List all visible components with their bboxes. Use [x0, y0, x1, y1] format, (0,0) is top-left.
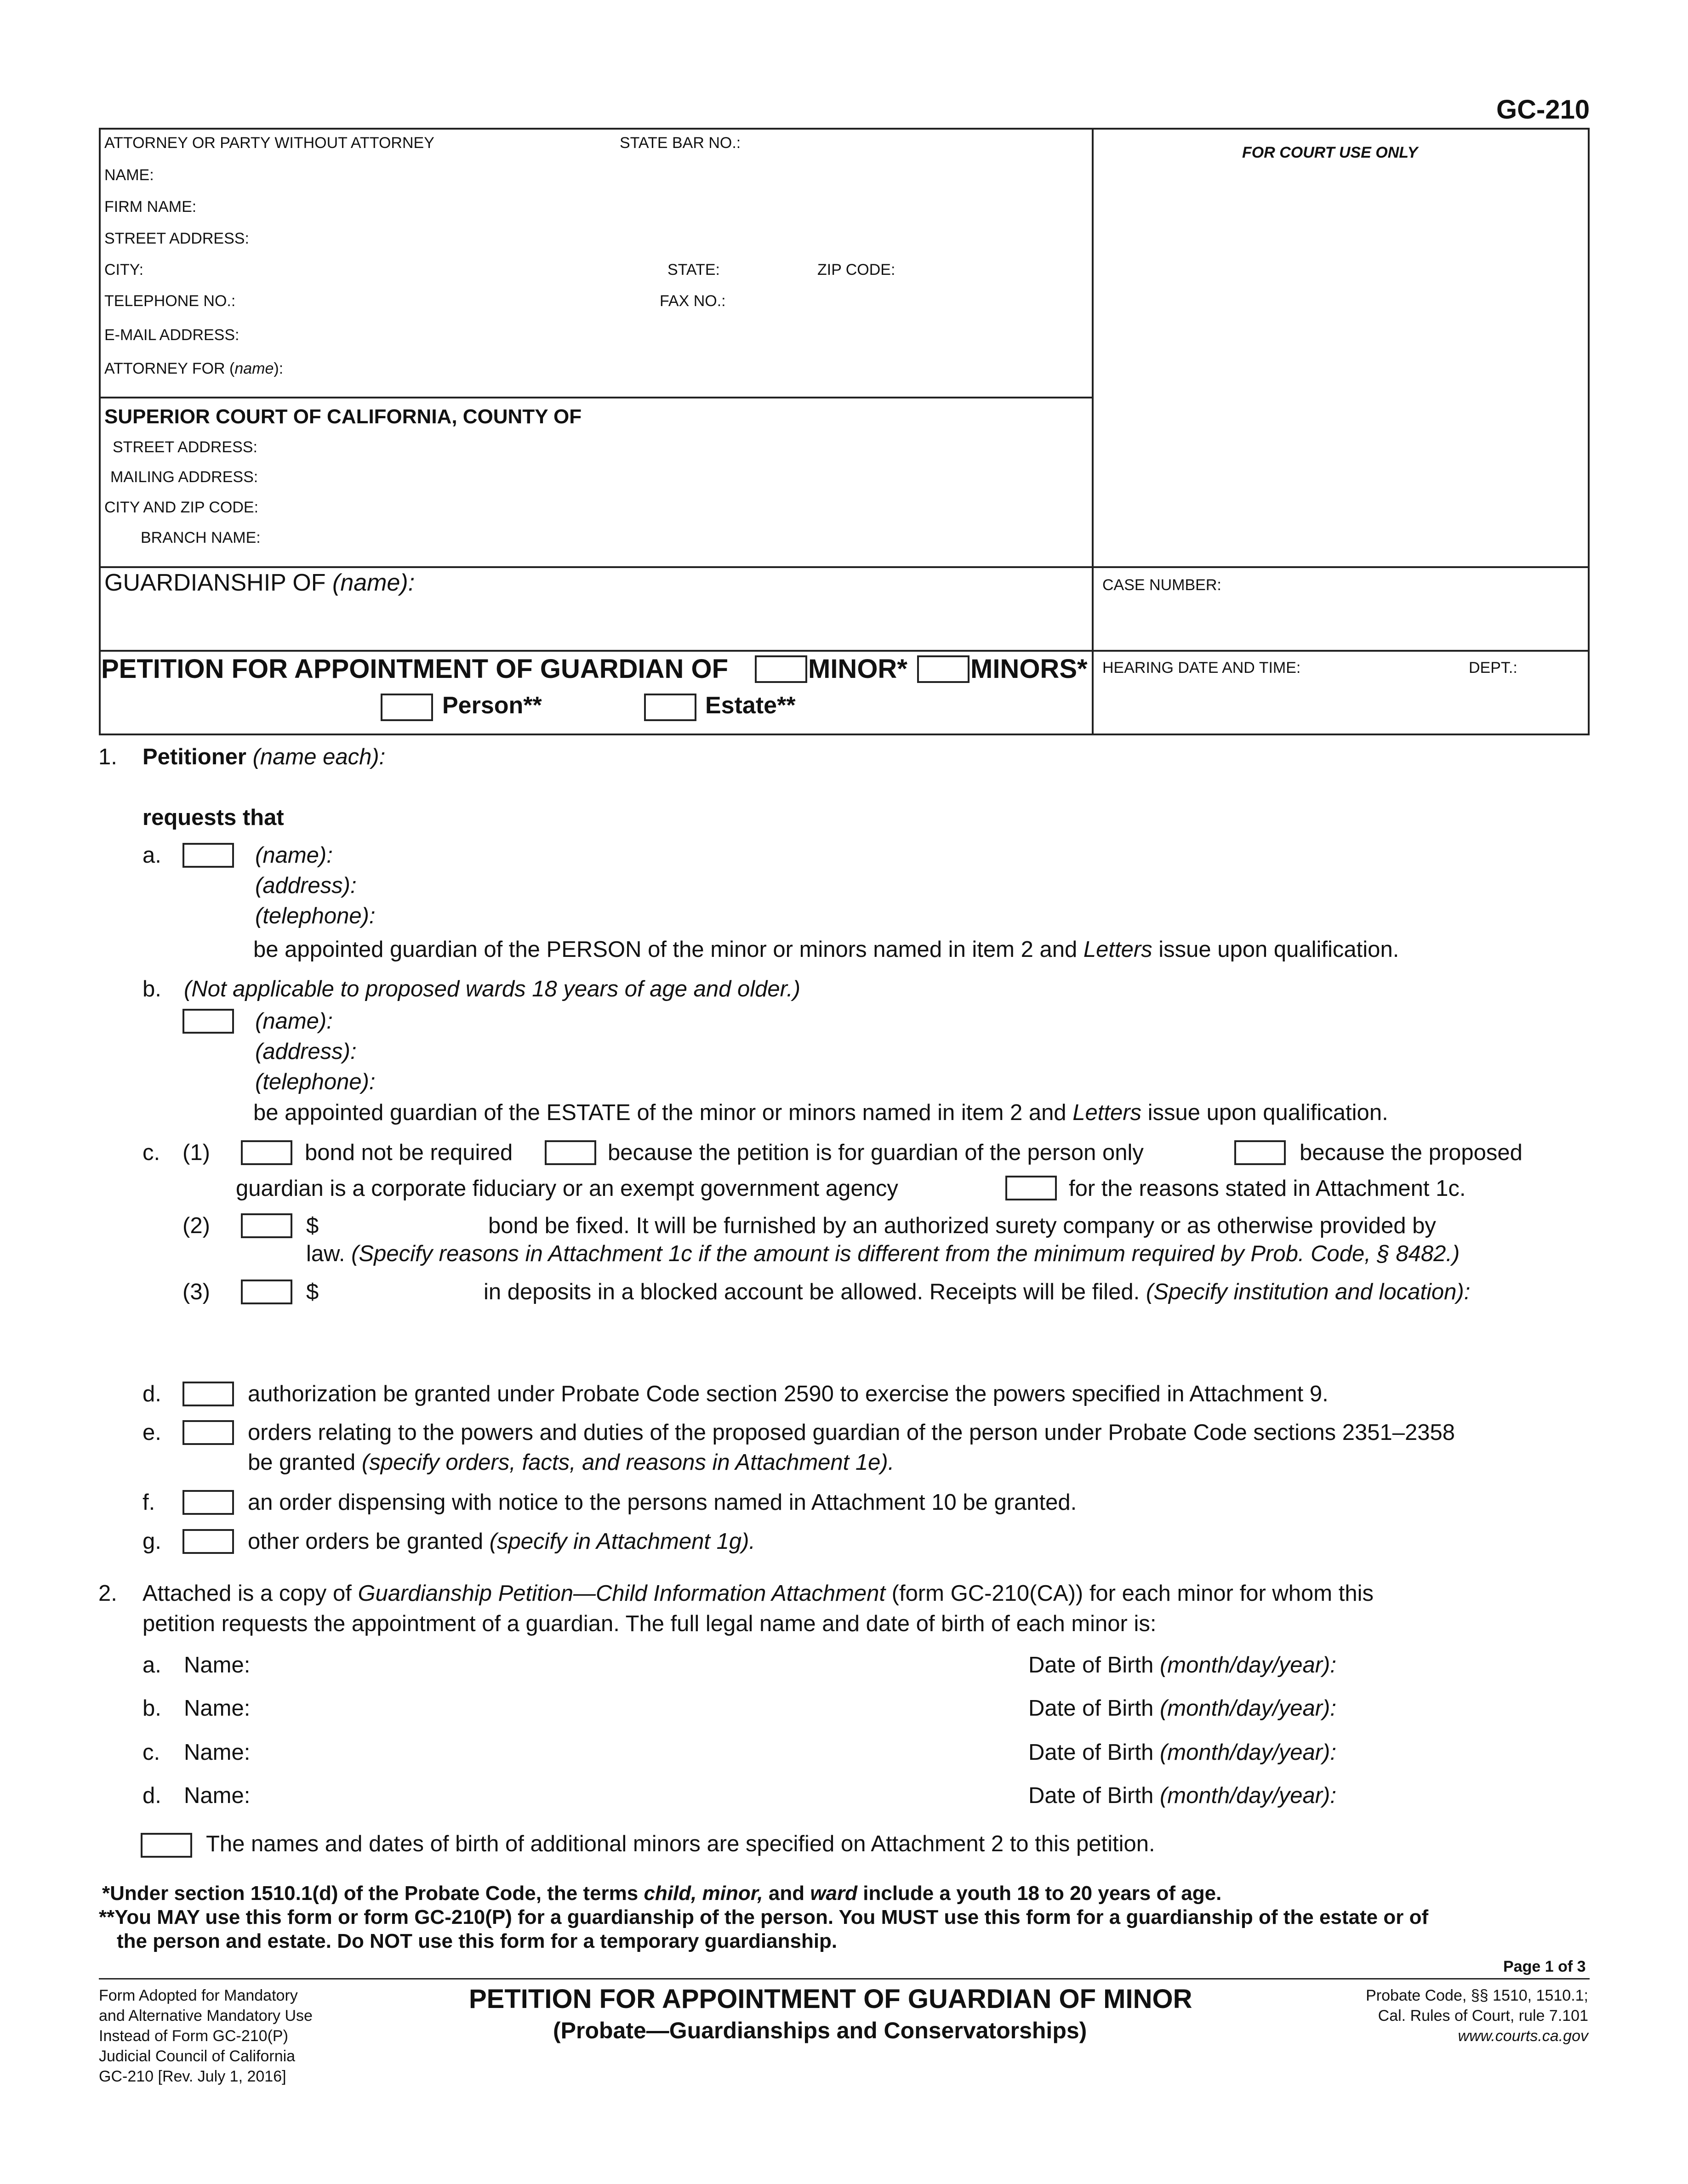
item1a-address: (address):: [255, 873, 357, 898]
street-address-label: STREET ADDRESS:: [104, 230, 249, 247]
item1a-text: be appointed guardian of the PERSON of the minor or minors named in item 2 and Letters issue upon qualification.: [253, 937, 1399, 962]
corporate-fiduciary-label-1: because the proposed: [1300, 1140, 1523, 1165]
item1e-letter: e.: [143, 1420, 161, 1445]
item1f-checkbox[interactable]: [182, 1490, 234, 1515]
item2b-letter: b.: [143, 1696, 161, 1721]
fax-label: FAX NO.:: [660, 292, 726, 310]
item2d-letter: d.: [143, 1783, 161, 1808]
court-street-label: STREET ADDRESS:: [113, 438, 257, 456]
note-1: *Under section 1510.1(d) of the Probate Code, the terms child, minor, and ward include a youth 18 to 20 years of age.: [102, 1882, 1222, 1905]
telephone-label: TELEPHONE NO.:: [104, 292, 236, 310]
court-branch-label: BRANCH NAME:: [141, 529, 261, 546]
bond-fixed-label: bond be fixed. It will be furnished by an authorized surety company or as otherwise provided by: [488, 1213, 1436, 1238]
footer-title: PETITION FOR APPOINTMENT OF GUARDIAN OF MINOR: [469, 1984, 1192, 2014]
item2a-name-label: Name:: [184, 1653, 251, 1678]
person-only-label: because the petition is for guardian of the person only: [608, 1140, 1144, 1165]
attorney-header: ATTORNEY OR PARTY WITHOUT ATTORNEY: [104, 134, 434, 152]
item2-number: 2.: [98, 1581, 117, 1606]
additional-minors-label: The names and dates of birth of additional minors are specified on Attachment 2 to this petition.: [206, 1831, 1155, 1856]
item1g-text: other orders be granted (specify in Attachment 1g).: [248, 1529, 755, 1554]
guardianship-of-label: GUARDIANSHIP OF (name):: [104, 569, 415, 596]
court-use-label: FOR COURT USE ONLY: [1242, 144, 1418, 161]
item2-text-1: Attached is a copy of Guardianship Petition—Child Information Attachment (form GC-210(CA)) for each minor for whom this: [143, 1581, 1374, 1606]
footer-left-5: GC-210 [Rev. July 1, 2016]: [99, 2068, 286, 2085]
name-label: NAME:: [104, 166, 154, 184]
item1d-checkbox[interactable]: [182, 1382, 234, 1406]
attorney-for-label: ATTORNEY FOR (name):: [104, 360, 284, 377]
dept-label: DEPT.:: [1469, 659, 1517, 677]
item1g-checkbox[interactable]: [182, 1529, 234, 1554]
attachment-1c-checkbox[interactable]: [1005, 1176, 1057, 1200]
note-3: the person and estate. Do NOT use this form for a temporary guardianship.: [117, 1930, 838, 1952]
petition-title: PETITION FOR APPOINTMENT OF GUARDIAN OF: [101, 654, 729, 684]
estate-label: Estate**: [705, 692, 796, 719]
item2a-letter: a.: [143, 1653, 161, 1678]
item1b-letter: b.: [143, 977, 161, 1001]
caption-box: [99, 128, 1590, 735]
item1c1-number: (1): [182, 1140, 210, 1165]
item1a-telephone: (telephone):: [255, 904, 376, 928]
hearing-label: HEARING DATE AND TIME:: [1102, 659, 1301, 677]
state-bar-label: STATE BAR NO.:: [620, 134, 741, 152]
requests-that: requests that: [143, 805, 284, 830]
form-number: GC-210: [1496, 95, 1590, 125]
blocked-account-dollar: $: [306, 1280, 319, 1304]
item1a-letter: a.: [143, 843, 161, 868]
item1b-address: (address):: [255, 1039, 357, 1064]
item2-text-2: petition requests the appointment of a guardian. The full legal name and date of birth of each minor is:: [143, 1611, 1157, 1636]
item1b-telephone: (telephone):: [255, 1069, 376, 1094]
corporate-fiduciary-checkbox[interactable]: [1234, 1140, 1286, 1165]
bond-fixed-checkbox[interactable]: [241, 1213, 292, 1238]
email-label: E-MAIL ADDRESS:: [104, 326, 240, 344]
footer-rule: [99, 1978, 1590, 1979]
additional-minors-checkbox[interactable]: [141, 1833, 192, 1858]
item2a-dob-label: Date of Birth (month/day/year):: [1028, 1653, 1336, 1678]
petitioner-label: Petitioner (name each):: [143, 745, 386, 769]
bond-fixed-dollar: $: [306, 1213, 319, 1238]
footer-left-4: Judicial Council of California: [99, 2048, 296, 2065]
state-label: STATE:: [667, 261, 720, 279]
note-2: **You MAY use this form or form GC-210(P) for a guardianship of the person. You MUST use this form for a guardianship of the estate or of: [99, 1906, 1429, 1928]
item1a-checkbox[interactable]: [182, 843, 234, 868]
courts-url[interactable]: www.courts.ca.gov: [1458, 2027, 1588, 2045]
footer-subtitle: (Probate—Guardianships and Conservatorships): [553, 2018, 1087, 2043]
bond-not-required-checkbox[interactable]: [241, 1140, 292, 1165]
item2d-dob-label: Date of Birth (month/day/year):: [1028, 1783, 1336, 1808]
item1a-name: (name):: [255, 843, 333, 868]
estate-checkbox[interactable]: [644, 694, 696, 721]
item2b-name-label: Name:: [184, 1696, 251, 1721]
footer-right-1: Probate Code, §§ 1510, 1510.1;: [1366, 1987, 1588, 2004]
minors-label: MINORS*: [970, 654, 1088, 684]
item1b-note: (Not applicable to proposed wards 18 years of age and older.): [184, 977, 801, 1001]
item1g-letter: g.: [143, 1529, 161, 1554]
firm-name-label: FIRM NAME:: [104, 198, 197, 216]
city-label: CITY:: [104, 261, 144, 279]
attorney-divider: [99, 397, 1093, 398]
blocked-account-checkbox[interactable]: [241, 1280, 292, 1304]
caption-divider: [1092, 128, 1094, 735]
minor-checkbox[interactable]: [755, 655, 807, 683]
item1c-letter: c.: [143, 1140, 160, 1165]
page-number: Page 1 of 3: [1503, 1958, 1586, 1975]
item2c-dob-label: Date of Birth (month/day/year):: [1028, 1740, 1336, 1765]
item1-number: 1.: [98, 745, 117, 769]
item1e-checkbox[interactable]: [182, 1420, 234, 1445]
footer-right-2: Cal. Rules of Court, rule 7.101: [1378, 2007, 1588, 2025]
person-only-checkbox[interactable]: [545, 1140, 596, 1165]
bond-fixed-label-2: law. (Specify reasons in Attachment 1c if the amount is different from the minimum required by Prob. Code, § 8482.): [306, 1241, 1460, 1266]
court-title: SUPERIOR COURT OF CALIFORNIA, COUNTY OF: [104, 405, 582, 428]
item1e-text-1: orders relating to the powers and duties of the proposed guardian of the person under Probate Code sections 2351–2358: [248, 1420, 1455, 1445]
item2c-name-label: Name:: [184, 1740, 251, 1765]
person-checkbox[interactable]: [381, 694, 433, 721]
item1c2-number: (2): [182, 1213, 210, 1238]
item2d-name-label: Name:: [184, 1783, 251, 1808]
bond-not-required-label: bond not be required: [305, 1140, 513, 1165]
footer-left-1: Form Adopted for Mandatory: [99, 1987, 298, 2004]
attachment-1c-label: for the reasons stated in Attachment 1c.: [1069, 1176, 1466, 1201]
footer-left-3: Instead of Form GC-210(P): [99, 2027, 288, 2045]
item1e-text-2: be granted (specify orders, facts, and reasons in Attachment 1e).: [248, 1450, 895, 1475]
court-divider: [99, 566, 1590, 568]
item1d-letter: d.: [143, 1382, 161, 1406]
minors-checkbox[interactable]: [917, 655, 969, 683]
item1d-text: authorization be granted under Probate Code section 2590 to exercise the powers specified in Attachment 9.: [248, 1382, 1329, 1406]
item1b-checkbox[interactable]: [182, 1009, 234, 1034]
corporate-fiduciary-label-2: guardian is a corporate fiduciary or an exempt government agency: [236, 1176, 898, 1201]
zip-code-label: ZIP CODE:: [817, 261, 895, 279]
court-mailing-label: MAILING ADDRESS:: [110, 468, 258, 486]
item1c3-number: (3): [182, 1280, 210, 1304]
case-number-label: CASE NUMBER:: [1102, 576, 1221, 594]
blocked-account-label: in deposits in a blocked account be allowed. Receipts will be filed. (Specify institution and location):: [484, 1280, 1471, 1304]
item2b-dob-label: Date of Birth (month/day/year):: [1028, 1696, 1336, 1721]
person-label: Person**: [442, 692, 542, 719]
minor-label: MINOR*: [808, 654, 907, 684]
item2c-letter: c.: [143, 1740, 160, 1765]
footer-left-2: and Alternative Mandatory Use: [99, 2007, 313, 2025]
item1f-letter: f.: [143, 1490, 155, 1515]
court-city-zip-label: CITY AND ZIP CODE:: [104, 499, 259, 516]
title-divider: [99, 650, 1590, 652]
item1b-name: (name):: [255, 1009, 333, 1034]
item1f-text: an order dispensing with notice to the persons named in Attachment 10 be granted.: [248, 1490, 1077, 1515]
item1b-text: be appointed guardian of the ESTATE of the minor or minors named in item 2 and Letters issue upon qualification.: [253, 1100, 1388, 1125]
